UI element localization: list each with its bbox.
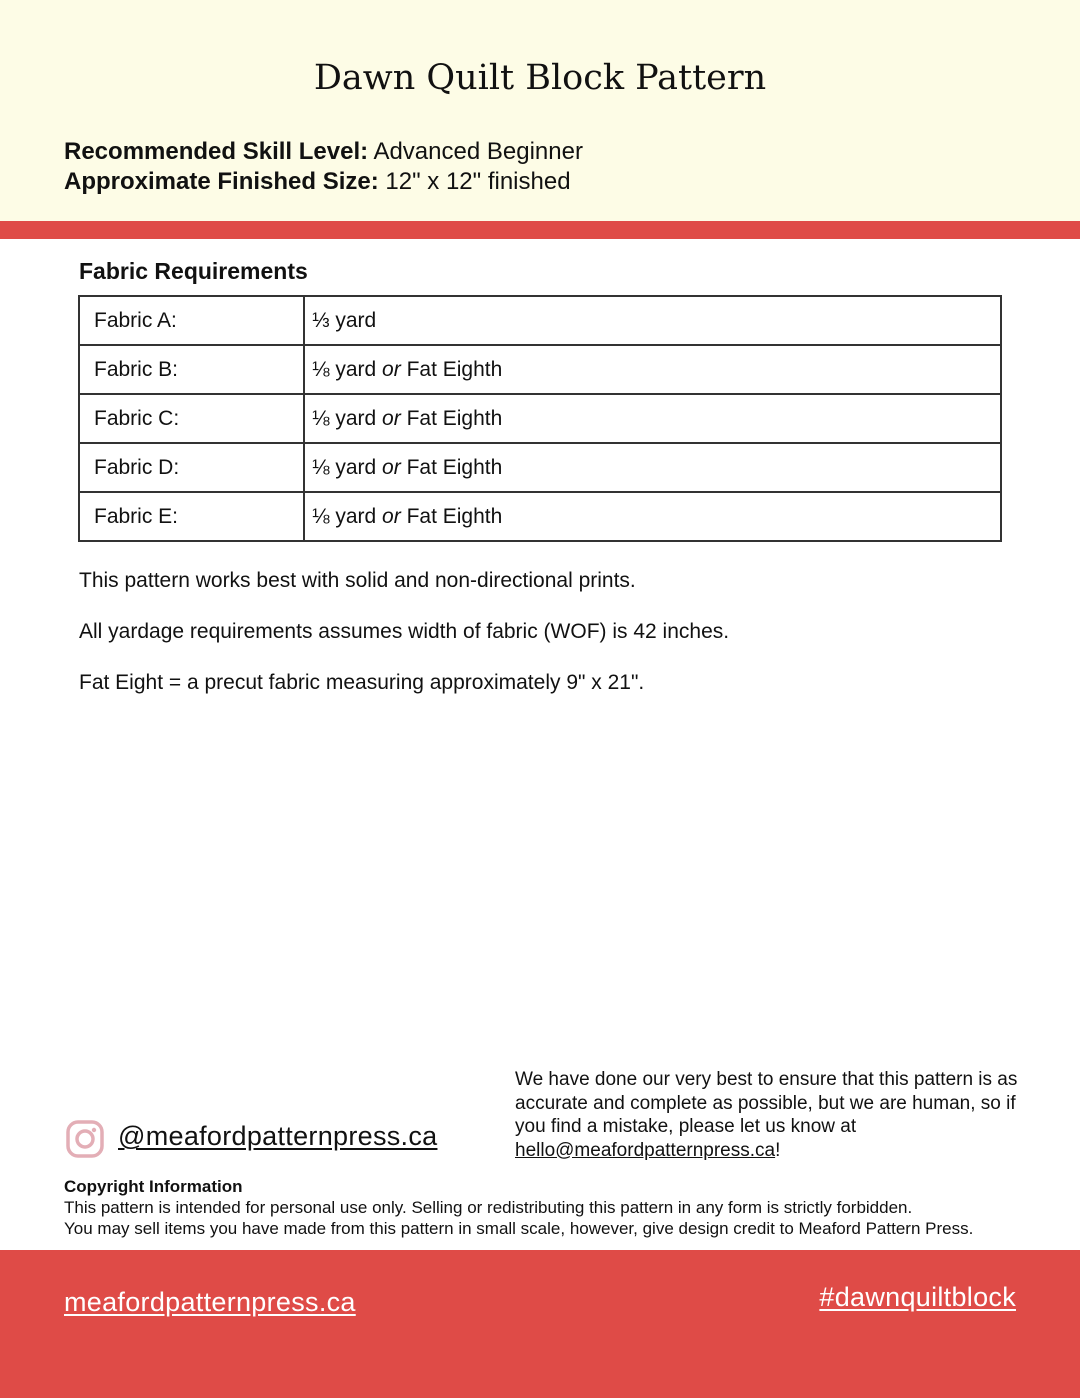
copyright-line-1: This pattern is intended for personal use only. Selling or redistributing this pattern in any form is strictly forbidden. bbox=[64, 1198, 913, 1217]
website-link[interactable]: meafordpatternpress.ca bbox=[64, 1287, 356, 1317]
copyright-line-2: You may sell items you have made from this pattern in small scale, however, give design credit to Meaford Pattern Press. bbox=[64, 1219, 974, 1238]
finished-size-label: Approximate Finished Size: bbox=[64, 168, 379, 195]
table-row bbox=[79, 492, 1001, 541]
fabric-amount bbox=[304, 345, 1001, 394]
fabric-requirements-heading: Fabric Requirements bbox=[79, 258, 308, 284]
hashtag-link[interactable]: #dawnquiltblock bbox=[819, 1282, 1016, 1312]
fabric-label: Fabric C: bbox=[79, 394, 304, 443]
skill-level-label: Recommended Skill Level: bbox=[64, 138, 369, 165]
table-row bbox=[79, 443, 1001, 492]
or-text: or bbox=[382, 357, 401, 381]
table-row bbox=[79, 345, 1001, 394]
disclaimer-end: ! bbox=[775, 1139, 781, 1161]
table-row bbox=[79, 394, 1001, 443]
fabric-label: Fabric A: bbox=[79, 296, 304, 345]
amount-text: ⅛ yard bbox=[312, 406, 377, 430]
copyright-heading: Copyright Information bbox=[64, 1177, 243, 1196]
instagram-handle-link[interactable]: @meafordpatternpress.ca bbox=[118, 1121, 438, 1151]
note-yardage: All yardage requirements assumes width of fabric (WOF) is 42 inches. bbox=[79, 620, 730, 643]
amount-text: ⅛ yard bbox=[312, 504, 377, 528]
fabric-amount bbox=[304, 296, 1001, 345]
amount-text: ⅛ yard bbox=[312, 455, 377, 479]
fabric-label: Fabric E: bbox=[79, 492, 304, 541]
alt-text: Fat Eighth bbox=[406, 406, 503, 430]
instagram-icon[interactable] bbox=[66, 1120, 104, 1158]
fabric-label: Fabric B: bbox=[79, 345, 304, 394]
fabric-amount bbox=[304, 394, 1001, 443]
note-fat-eighth: Fat Eight = a precut fabric measuring approximately 9" x 21". bbox=[79, 671, 645, 694]
page-title: Dawn Quilt Block Pattern bbox=[313, 58, 767, 98]
table-row bbox=[79, 296, 1001, 345]
accent-divider bbox=[0, 221, 1080, 239]
fabric-amount bbox=[304, 492, 1001, 541]
finished-size-line bbox=[64, 167, 571, 197]
alt-text: Fat Eighth bbox=[406, 357, 503, 381]
fabric-label: Fabric D: bbox=[79, 443, 304, 492]
disclaimer-body: We have done our very best to ensure that this pattern is as accurate and complete as possible, but we are human, so if you find a mistake, please let us know at bbox=[515, 1069, 1018, 1137]
amount-text: ⅛ yard bbox=[312, 357, 377, 381]
skill-level-value: Advanced Beginner bbox=[373, 138, 583, 165]
disclaimer-text bbox=[515, 1068, 1035, 1162]
or-text: or bbox=[382, 406, 401, 430]
or-text: or bbox=[382, 455, 401, 479]
or-text: or bbox=[382, 504, 401, 528]
amount-text: ⅓ yard bbox=[312, 308, 377, 332]
footer-band bbox=[0, 1250, 1080, 1398]
finished-size-value: 12" x 12" finished bbox=[385, 168, 571, 195]
fabric-amount bbox=[304, 443, 1001, 492]
alt-text: Fat Eighth bbox=[406, 504, 503, 528]
header-band bbox=[0, 0, 1080, 221]
fabric-requirements-table bbox=[78, 295, 1002, 542]
skill-level-line bbox=[64, 137, 583, 167]
contact-email-link[interactable]: hello@meafordpatternpress.ca bbox=[515, 1139, 776, 1161]
note-prints: This pattern works best with solid and non-directional prints. bbox=[79, 569, 636, 592]
alt-text: Fat Eighth bbox=[406, 455, 503, 479]
